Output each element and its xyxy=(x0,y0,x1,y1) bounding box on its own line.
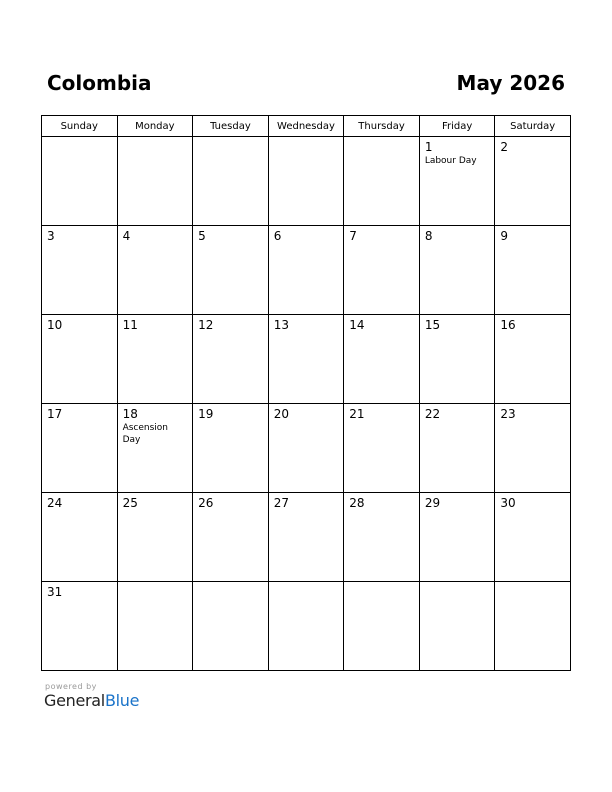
day-number: 3 xyxy=(47,229,55,243)
month-title: May 2026 xyxy=(456,71,565,95)
day-number: 23 xyxy=(500,407,516,421)
calendar-day-cell xyxy=(42,226,118,315)
day-number: 14 xyxy=(349,318,365,332)
logo-blue: Blue xyxy=(104,691,140,710)
calendar-day-cell xyxy=(419,582,495,671)
calendar-day-cell xyxy=(419,404,495,493)
day-number: 1 xyxy=(424,140,433,154)
holiday-label: Labour Day xyxy=(424,156,477,166)
calendar-day-cell xyxy=(344,582,420,671)
day-number: 31 xyxy=(47,585,63,599)
day-number: 9 xyxy=(500,229,509,243)
calendar-day-cell xyxy=(193,315,269,404)
calendar-day-cell xyxy=(268,226,344,315)
calendar-day-cell xyxy=(419,226,495,315)
day-number: 30 xyxy=(500,496,516,510)
day-number: 21 xyxy=(349,407,365,421)
calendar-week-row xyxy=(42,404,571,493)
day-number: 19 xyxy=(198,407,214,421)
calendar-week-row xyxy=(42,493,571,582)
calendar-day-cell xyxy=(193,493,269,582)
country-title: Colombia xyxy=(47,71,152,95)
day-number: 18 xyxy=(122,407,138,421)
calendar-day-cell xyxy=(495,315,571,404)
day-number: 5 xyxy=(198,229,206,243)
calendar-day-cell xyxy=(117,404,193,493)
calendar-day-cell xyxy=(117,493,193,582)
weekday-monday: Monday xyxy=(117,116,193,137)
day-number: 11 xyxy=(122,318,138,332)
calendar-day-cell xyxy=(268,582,344,671)
calendar-day-cell xyxy=(419,315,495,404)
day-number: 7 xyxy=(349,229,357,243)
weekday-thursday: Thursday xyxy=(344,116,420,137)
calendar-day-cell xyxy=(268,404,344,493)
day-number: 8 xyxy=(424,229,433,243)
weekday-wednesday: Wednesday xyxy=(268,116,344,137)
day-number: 22 xyxy=(424,407,441,421)
calendar-week-row xyxy=(42,226,571,315)
calendar-body xyxy=(42,137,571,671)
weekday-header-row xyxy=(42,116,571,137)
calendar-day-cell xyxy=(344,226,420,315)
day-number: 26 xyxy=(198,496,214,510)
calendar-day-cell xyxy=(42,315,118,404)
calendar-day-cell xyxy=(495,137,571,226)
day-number: 20 xyxy=(273,407,289,421)
day-number: 16 xyxy=(500,318,516,332)
calendar-day-cell xyxy=(42,493,118,582)
day-number: 25 xyxy=(122,496,138,510)
weekday-saturday: Saturday xyxy=(495,116,571,137)
calendar-day-cell xyxy=(495,404,571,493)
day-number: 24 xyxy=(47,496,63,510)
day-number: 27 xyxy=(273,496,289,510)
brand-footer xyxy=(44,682,139,710)
calendar-day-cell xyxy=(495,493,571,582)
calendar-day-cell xyxy=(344,137,420,226)
logo-general: General xyxy=(44,691,105,710)
day-number: 12 xyxy=(198,318,214,332)
powered-by-text: powered by xyxy=(45,682,97,691)
calendar-day-cell xyxy=(117,226,193,315)
calendar-day-cell xyxy=(193,137,269,226)
calendar-day-cell xyxy=(495,582,571,671)
generalblue-logo[interactable] xyxy=(44,691,139,710)
weekday-tuesday: Tuesday xyxy=(193,116,269,137)
calendar-day-cell xyxy=(268,315,344,404)
day-number: 17 xyxy=(47,407,63,421)
day-number: 13 xyxy=(273,318,289,332)
calendar-day-cell xyxy=(117,137,193,226)
calendar-day-cell xyxy=(495,226,571,315)
day-number: 6 xyxy=(273,229,282,243)
day-number: 2 xyxy=(500,140,509,154)
calendar-day-cell xyxy=(344,404,420,493)
calendar-day-cell xyxy=(42,137,118,226)
day-number: 29 xyxy=(424,496,441,510)
calendar-day-cell xyxy=(193,226,269,315)
calendar-day-cell xyxy=(193,582,269,671)
calendar-day-cell xyxy=(344,493,420,582)
weekday-friday: Friday xyxy=(419,116,495,137)
calendar-day-cell xyxy=(268,137,344,226)
calendar-grid xyxy=(41,115,571,671)
calendar-week-row xyxy=(42,137,571,226)
day-number: 15 xyxy=(424,318,441,332)
calendar-week-row xyxy=(42,582,571,671)
calendar-day-cell xyxy=(419,137,495,226)
calendar-day-cell xyxy=(117,315,193,404)
calendar-day-cell xyxy=(419,493,495,582)
calendar-day-cell xyxy=(268,493,344,582)
weekday-sunday: Sunday xyxy=(42,116,118,137)
calendar-day-cell xyxy=(193,404,269,493)
day-number: 28 xyxy=(349,496,365,510)
calendar-day-cell xyxy=(42,404,118,493)
holiday-label: Ascension Day xyxy=(122,423,168,445)
calendar-week-row xyxy=(42,315,571,404)
day-number: 4 xyxy=(122,229,131,243)
day-number: 10 xyxy=(47,318,63,332)
calendar-day-cell xyxy=(42,582,118,671)
calendar-day-cell xyxy=(344,315,420,404)
calendar-day-cell xyxy=(117,582,193,671)
